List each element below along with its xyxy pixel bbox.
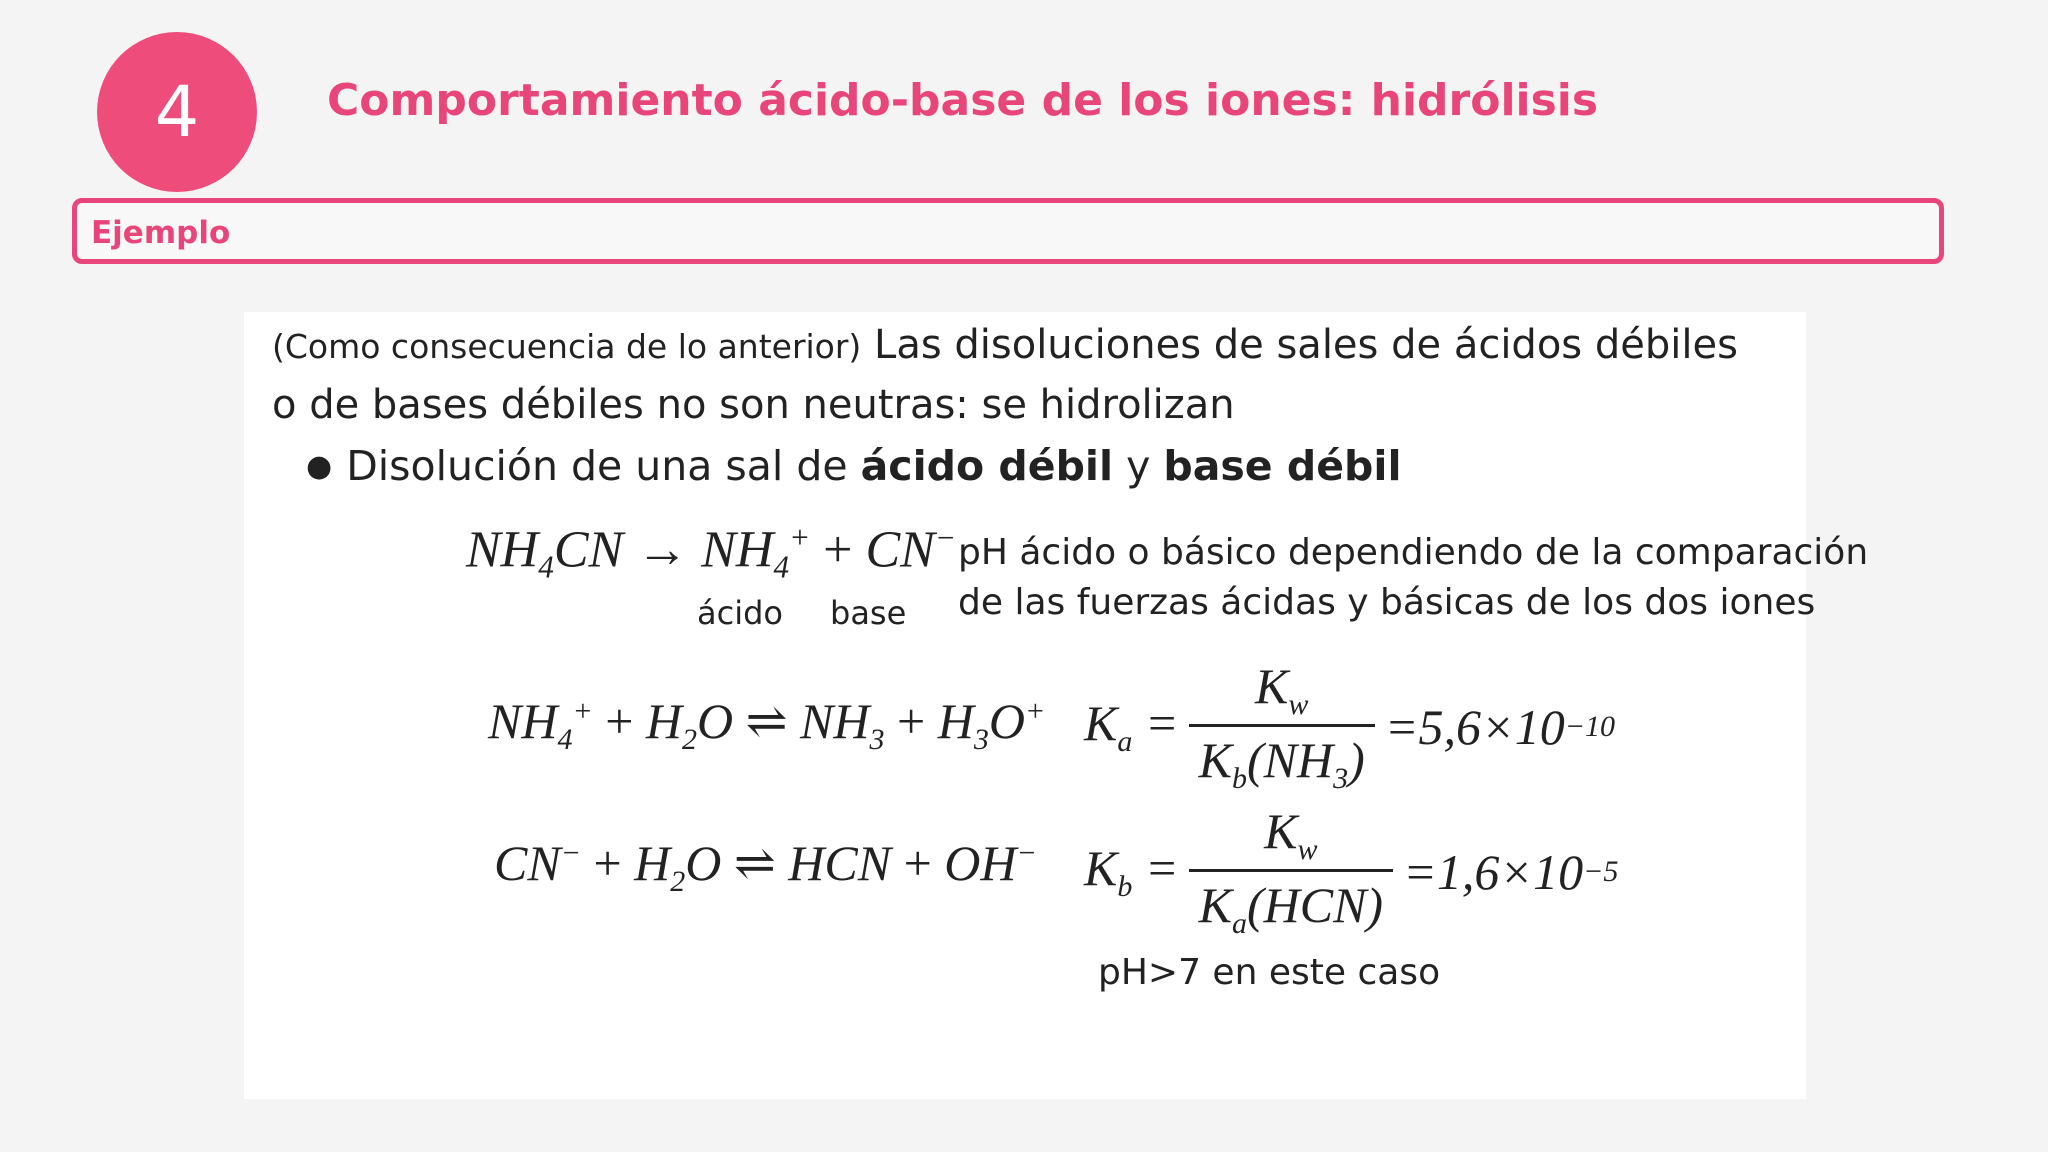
- kb-fraction: $\frac{K_w}{K_a(HCN)}$: [1189, 802, 1393, 941]
- content-panel: [244, 312, 1869, 1099]
- intro-paragraph: [272, 316, 1772, 434]
- cyanide-hydrolysis-equation: $CN^- + H_2O$ ⇌ HCN + OH−: [494, 835, 1037, 898]
- label-base: base: [830, 594, 907, 632]
- bullet-bold-base: base débil: [1163, 442, 1402, 490]
- ka-fraction: $\frac{K_w}{K_b(NH_3)}$: [1189, 657, 1375, 796]
- ka-expression: $K_a$ = $\frac{K_w}{K_b(NH_3)}$ = 5,6×10 −10: [1084, 658, 1615, 795]
- section-header-box: [72, 198, 1944, 264]
- ph-note: [958, 528, 1868, 628]
- intro-parenthetical: (Como consecuencia de lo anterior): [272, 327, 862, 366]
- ka-exponent: −10: [1564, 709, 1615, 743]
- ka-value: 5,6×10: [1418, 698, 1565, 755]
- conclusion-text: pH>7 en este caso: [1098, 952, 1441, 993]
- kb-exponent: −5: [1583, 854, 1619, 888]
- slide-number: 4: [154, 71, 200, 153]
- dissociation-equation: $NH_4CN \to NH_4^+ + CN^-$: [466, 520, 956, 585]
- ammonium-hydrolysis-equation: $NH_4^+ + H_2O$ ⇌ $NH_3 + H_3O^+$: [488, 693, 1046, 756]
- bullet-dot-icon: ●: [306, 449, 333, 484]
- kb-expression: $K_b$ = $\frac{K_w}{K_a(HCN)}$ = 1,6×10 −5: [1084, 803, 1619, 940]
- kb-value: 1,6×10: [1436, 843, 1584, 900]
- slide-number-badge: [97, 32, 257, 192]
- intro-text: Las disoluciones de sales de ácidos débiles o de bases débiles no son neutras: se hidrolizan: [272, 322, 1738, 428]
- label-acid: ácido: [697, 594, 783, 632]
- slide-title: Comportamiento ácido-base de los iones: hidrólisis: [327, 75, 1599, 126]
- ph-note-line1: pH ácido o básico dependiendo de la comparación: [958, 532, 1869, 573]
- section-label: Ejemplo: [91, 215, 231, 251]
- bullet-mid: y: [1113, 442, 1164, 490]
- bullet-bold-acid: ácido débil: [860, 442, 1114, 490]
- bullet-prefix: Disolución de una sal de: [346, 442, 861, 490]
- ph-note-line2: de las fuerzas ácidas y básicas de los dos iones: [958, 582, 1816, 623]
- bullet-item: [306, 442, 1402, 490]
